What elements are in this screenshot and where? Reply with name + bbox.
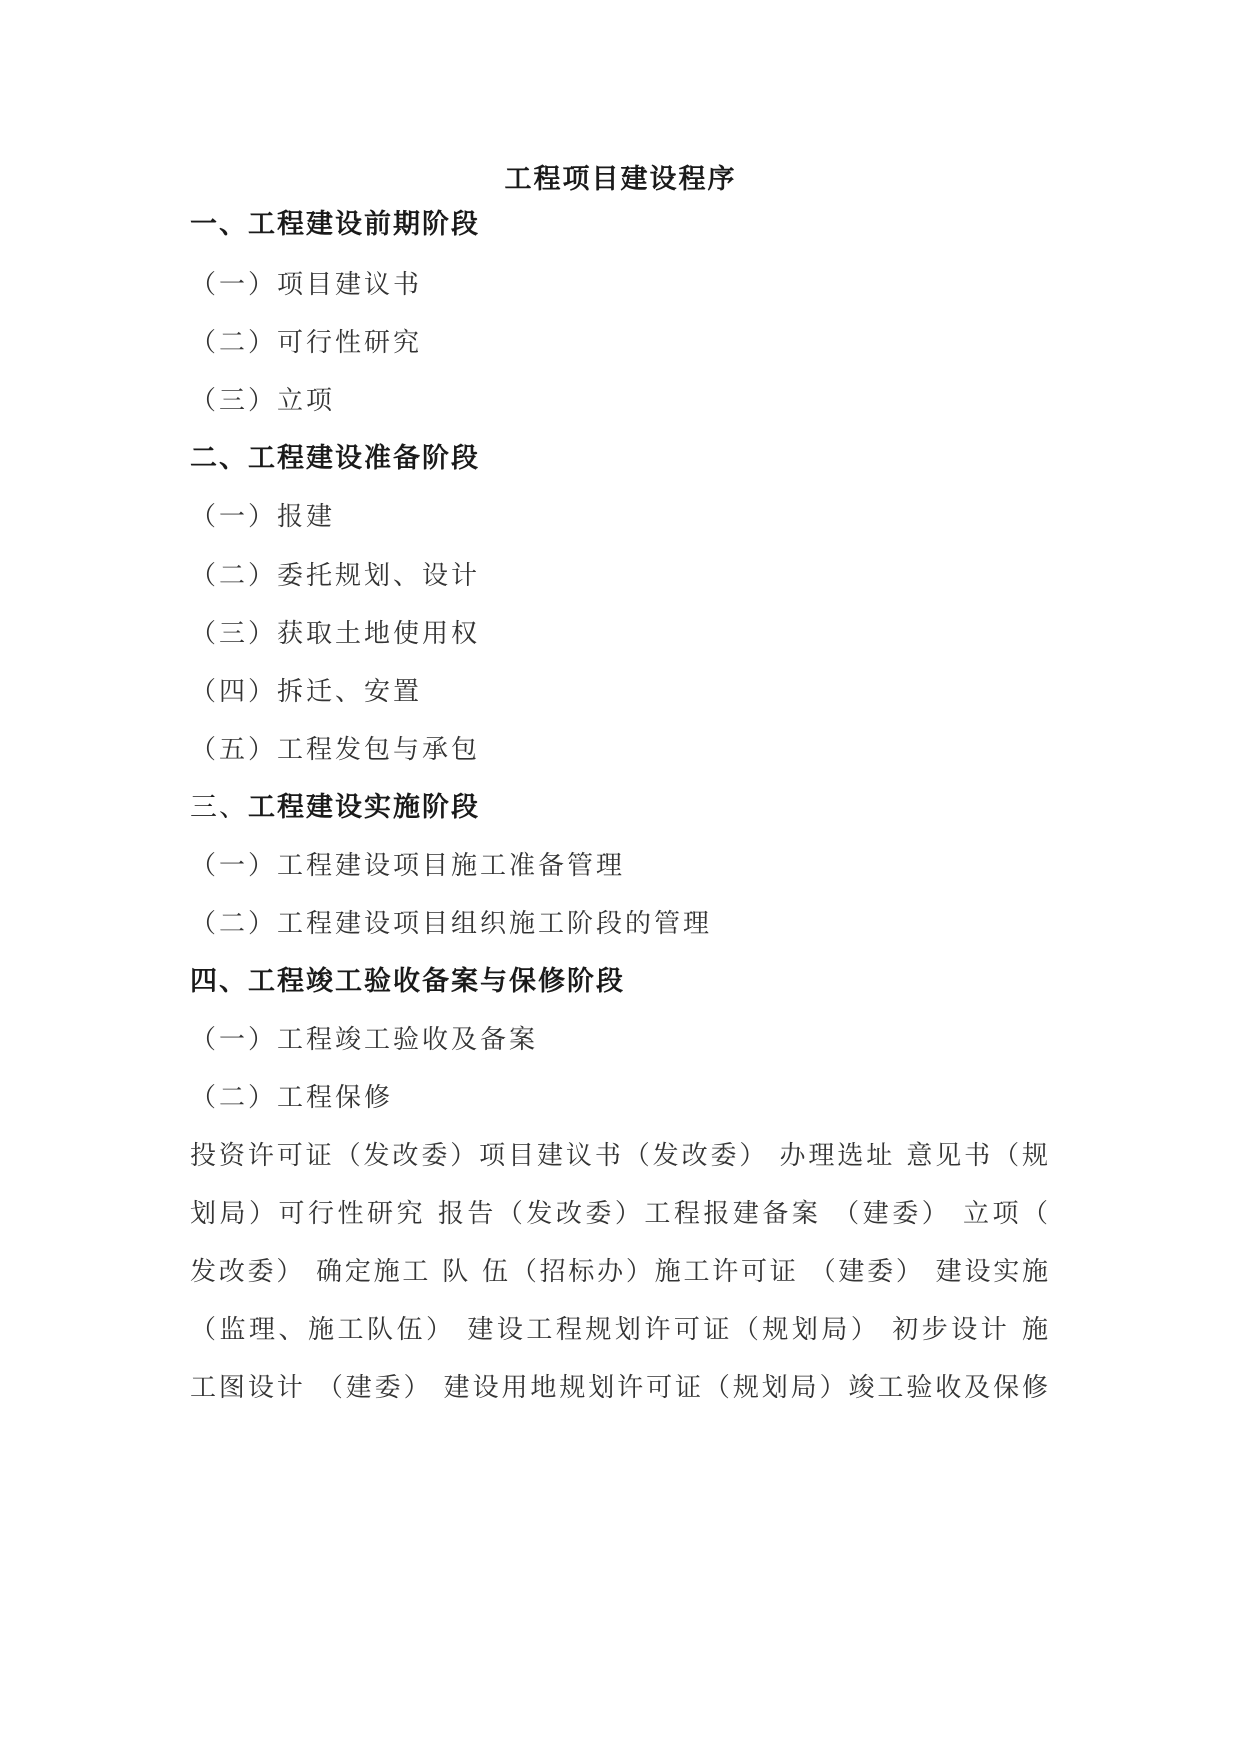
paragraph-line: （监理、施工队伍） 建设工程规划许可证（规划局） 初步设计 施: [190, 1315, 1050, 1345]
section-heading-3: [190, 788, 480, 828]
list-item: （一）报建: [190, 502, 336, 532]
section-heading-2: [190, 439, 480, 479]
list-item: （二）工程建设项目组织施工阶段的管理: [190, 909, 713, 939]
list-item: （一）工程建设项目施工准备管理: [190, 851, 626, 881]
list-item: （三）获取土地使用权: [190, 619, 481, 649]
section-heading-4: [190, 962, 625, 1002]
section-number: 四、: [190, 966, 248, 997]
list-item: （一）工程竣工验收及备案: [190, 1025, 539, 1055]
section-heading-1: [190, 205, 480, 245]
section-number: 一、: [190, 209, 248, 240]
section-title: 工程建设前期阶段: [248, 209, 480, 240]
list-item: （一）项目建议书: [190, 270, 423, 300]
document-title: 工程项目建设程序: [504, 164, 737, 195]
paragraph-line: 发改委） 确定施工 队 伍（招标办）施工许可证 （建委） 建设实施: [190, 1257, 1050, 1287]
list-item: （四）拆迁、安置: [190, 677, 423, 707]
section-title: 工程建设准备阶段: [248, 443, 480, 474]
list-item: （五）工程发包与承包: [190, 735, 481, 765]
section-title: 工程竣工验收备案与保修阶段: [248, 966, 625, 997]
list-item: （三）立项: [190, 386, 336, 416]
section-number: 三、: [190, 792, 248, 823]
paragraph-line: 划局）可行性研究 报告（发改委）工程报建备案 （建委） 立项（: [190, 1199, 1050, 1229]
list-item: （二）可行性研究: [190, 328, 423, 358]
list-item: （二）委托规划、设计: [190, 561, 481, 591]
list-item: （二）工程保修: [190, 1083, 394, 1113]
section-title: 工程建设实施阶段: [248, 792, 480, 823]
section-number: 二、: [190, 443, 248, 474]
paragraph-line: 投资许可证（发改委）项目建议书（发改委） 办理选址 意见书（规: [190, 1141, 1050, 1171]
paragraph-line: 工图设计 （建委） 建设用地规划许可证（规划局）竣工验收及保修: [190, 1373, 1050, 1403]
